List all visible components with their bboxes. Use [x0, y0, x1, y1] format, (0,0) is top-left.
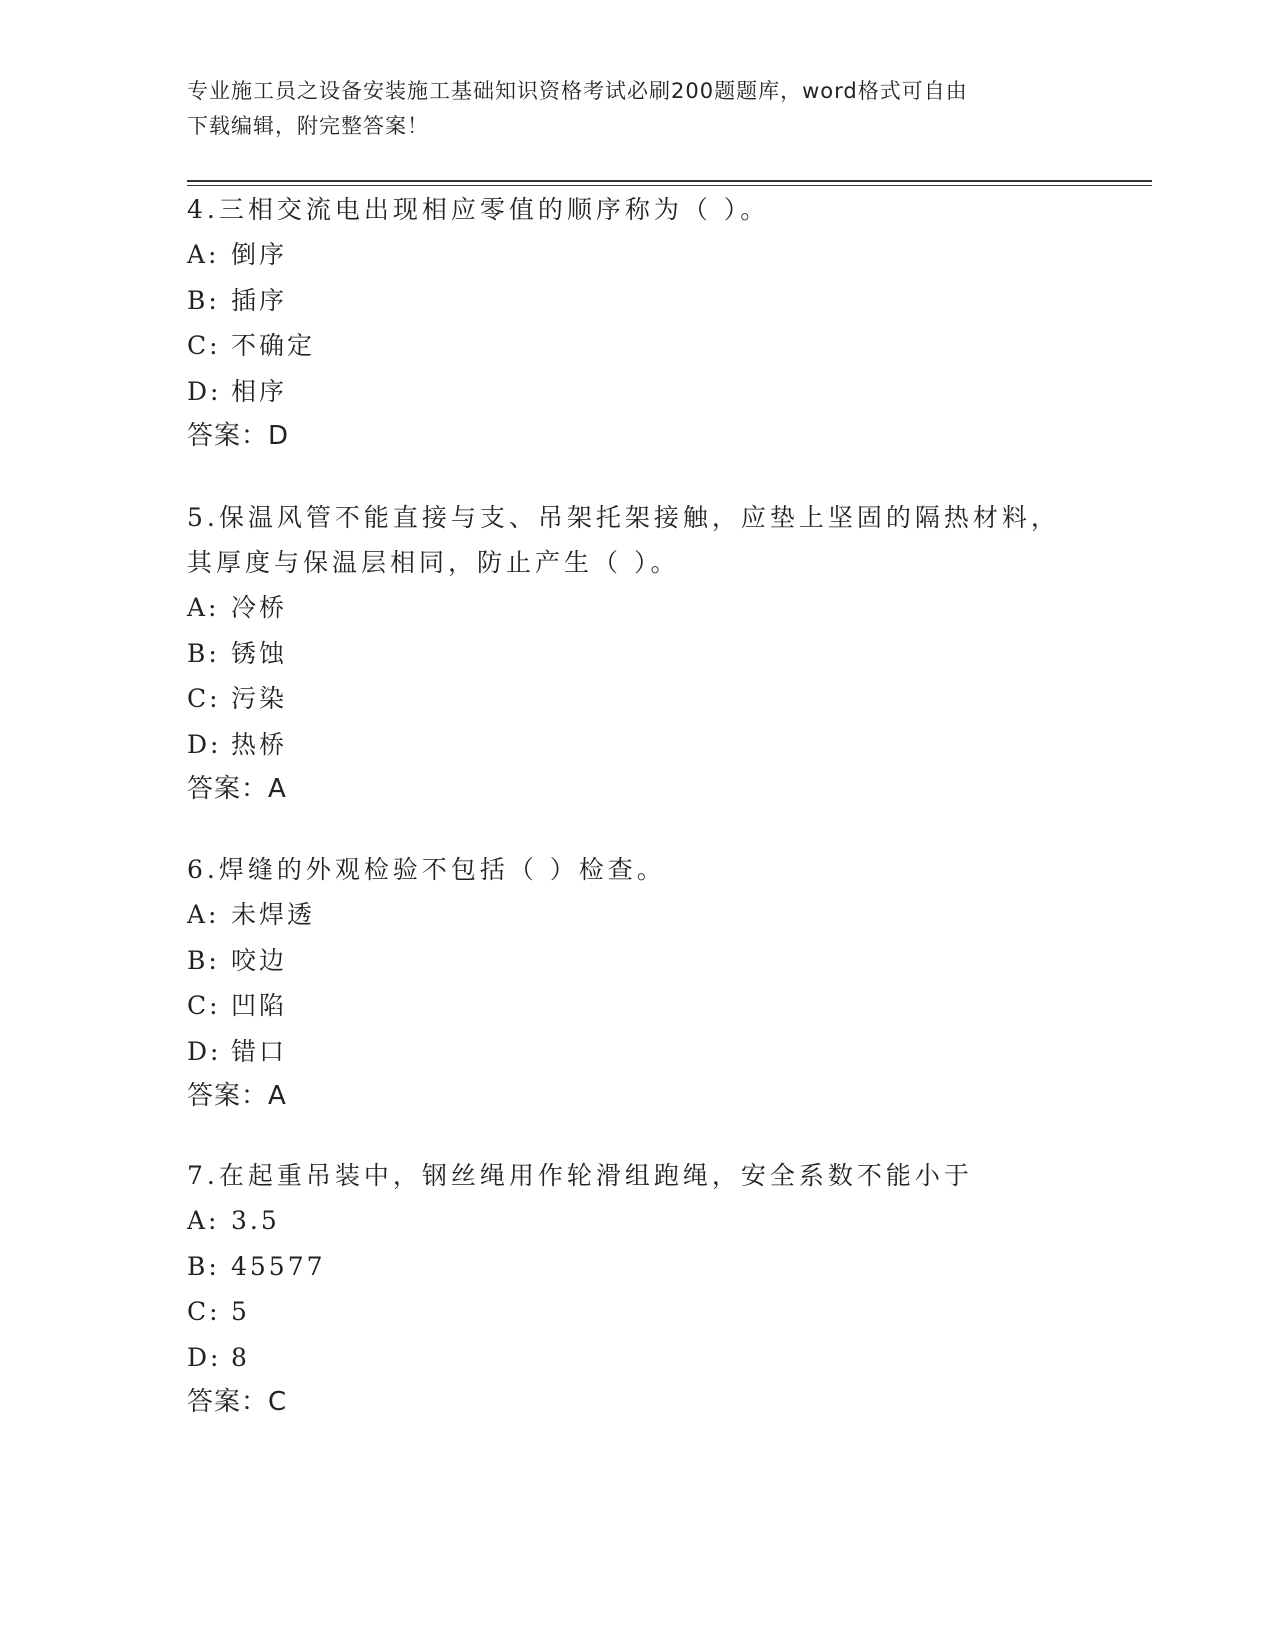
- option-c: [187, 676, 1087, 722]
- question-4: [187, 187, 1087, 459]
- option-c: [187, 1289, 1087, 1335]
- option-text: 冷桥: [231, 593, 288, 622]
- option-text: 热桥: [231, 729, 288, 759]
- option-d: [187, 1335, 1087, 1381]
- option-letter: C:: [187, 1297, 221, 1326]
- question-title: 6.焊缝的外观检验不包括（ ）检查。: [187, 855, 666, 884]
- option-a: [187, 892, 1087, 938]
- header-divider-thin: [187, 185, 1152, 186]
- header-divider-thick: [187, 180, 1152, 182]
- question-title: 4.三相交流电出现相应零值的顺序称为（ ）。: [187, 195, 770, 224]
- option-a: [187, 1198, 1087, 1244]
- option-d: [187, 1029, 1087, 1075]
- option-letter: D:: [187, 376, 222, 406]
- document-header: [187, 74, 1087, 144]
- option-a: [187, 232, 1087, 278]
- option-text: 5: [231, 1297, 250, 1326]
- question-5: [187, 495, 1087, 812]
- answer-label: 答案：A: [187, 774, 287, 804]
- option-d: [187, 722, 1087, 768]
- header-line-1: 专业施工员之设备安装施工基础知识资格考试必刷200题题库，word格式可自由: [187, 79, 968, 103]
- question-title: 7.在起重吊装中，钢丝绳用作轮滑组跑绳，安全系数不能小于: [187, 1161, 973, 1190]
- option-text: 插序: [231, 285, 288, 315]
- question-6: [187, 847, 1087, 1119]
- option-letter: B:: [187, 638, 220, 668]
- option-text: 凹陷: [231, 991, 288, 1020]
- option-text: 污染: [231, 684, 288, 713]
- question-7: [187, 1153, 1087, 1425]
- option-text: 倒序: [231, 240, 288, 269]
- option-b: [187, 1244, 1087, 1290]
- option-letter: D:: [187, 1342, 222, 1372]
- option-letter: A:: [187, 900, 220, 929]
- answer-label: 答案：C: [187, 1387, 288, 1417]
- header-line-2: 下载编辑，附完整答案！: [187, 114, 429, 138]
- option-b: [187, 278, 1087, 324]
- option-text: 未焊透: [231, 900, 316, 929]
- option-letter: A:: [187, 240, 220, 269]
- option-c: [187, 323, 1087, 369]
- answer-label: 答案：A: [187, 1081, 287, 1111]
- option-text: 错口: [231, 1036, 288, 1066]
- option-letter: C:: [187, 684, 221, 713]
- option-letter: D:: [187, 729, 222, 759]
- option-letter: D:: [187, 1036, 222, 1066]
- option-text: 锈蚀: [231, 638, 288, 668]
- option-text: 咬边: [231, 945, 288, 975]
- option-letter: A:: [187, 593, 220, 622]
- option-text: 相序: [231, 376, 288, 406]
- option-b: [187, 938, 1087, 984]
- option-c: [187, 983, 1087, 1029]
- option-d: [187, 369, 1087, 415]
- answer-label: 答案：D: [187, 421, 290, 451]
- option-text: 3.5: [231, 1206, 280, 1235]
- option-text: 8: [231, 1342, 250, 1372]
- option-text: 不确定: [231, 331, 316, 360]
- option-b: [187, 631, 1087, 677]
- option-letter: B:: [187, 285, 220, 315]
- question-title: 5.保温风管不能直接与支、吊架托架接触，应垫上坚固的隔热材料，: [187, 503, 1060, 532]
- option-letter: B:: [187, 945, 220, 975]
- option-letter: A:: [187, 1206, 220, 1235]
- option-text: 45577: [231, 1251, 326, 1281]
- option-a: [187, 585, 1087, 631]
- question-title-continued: 其厚度与保温层相同，防止产生（ ）。: [187, 548, 680, 577]
- option-letter: C:: [187, 331, 221, 360]
- option-letter: C:: [187, 991, 221, 1020]
- option-letter: B:: [187, 1251, 220, 1281]
